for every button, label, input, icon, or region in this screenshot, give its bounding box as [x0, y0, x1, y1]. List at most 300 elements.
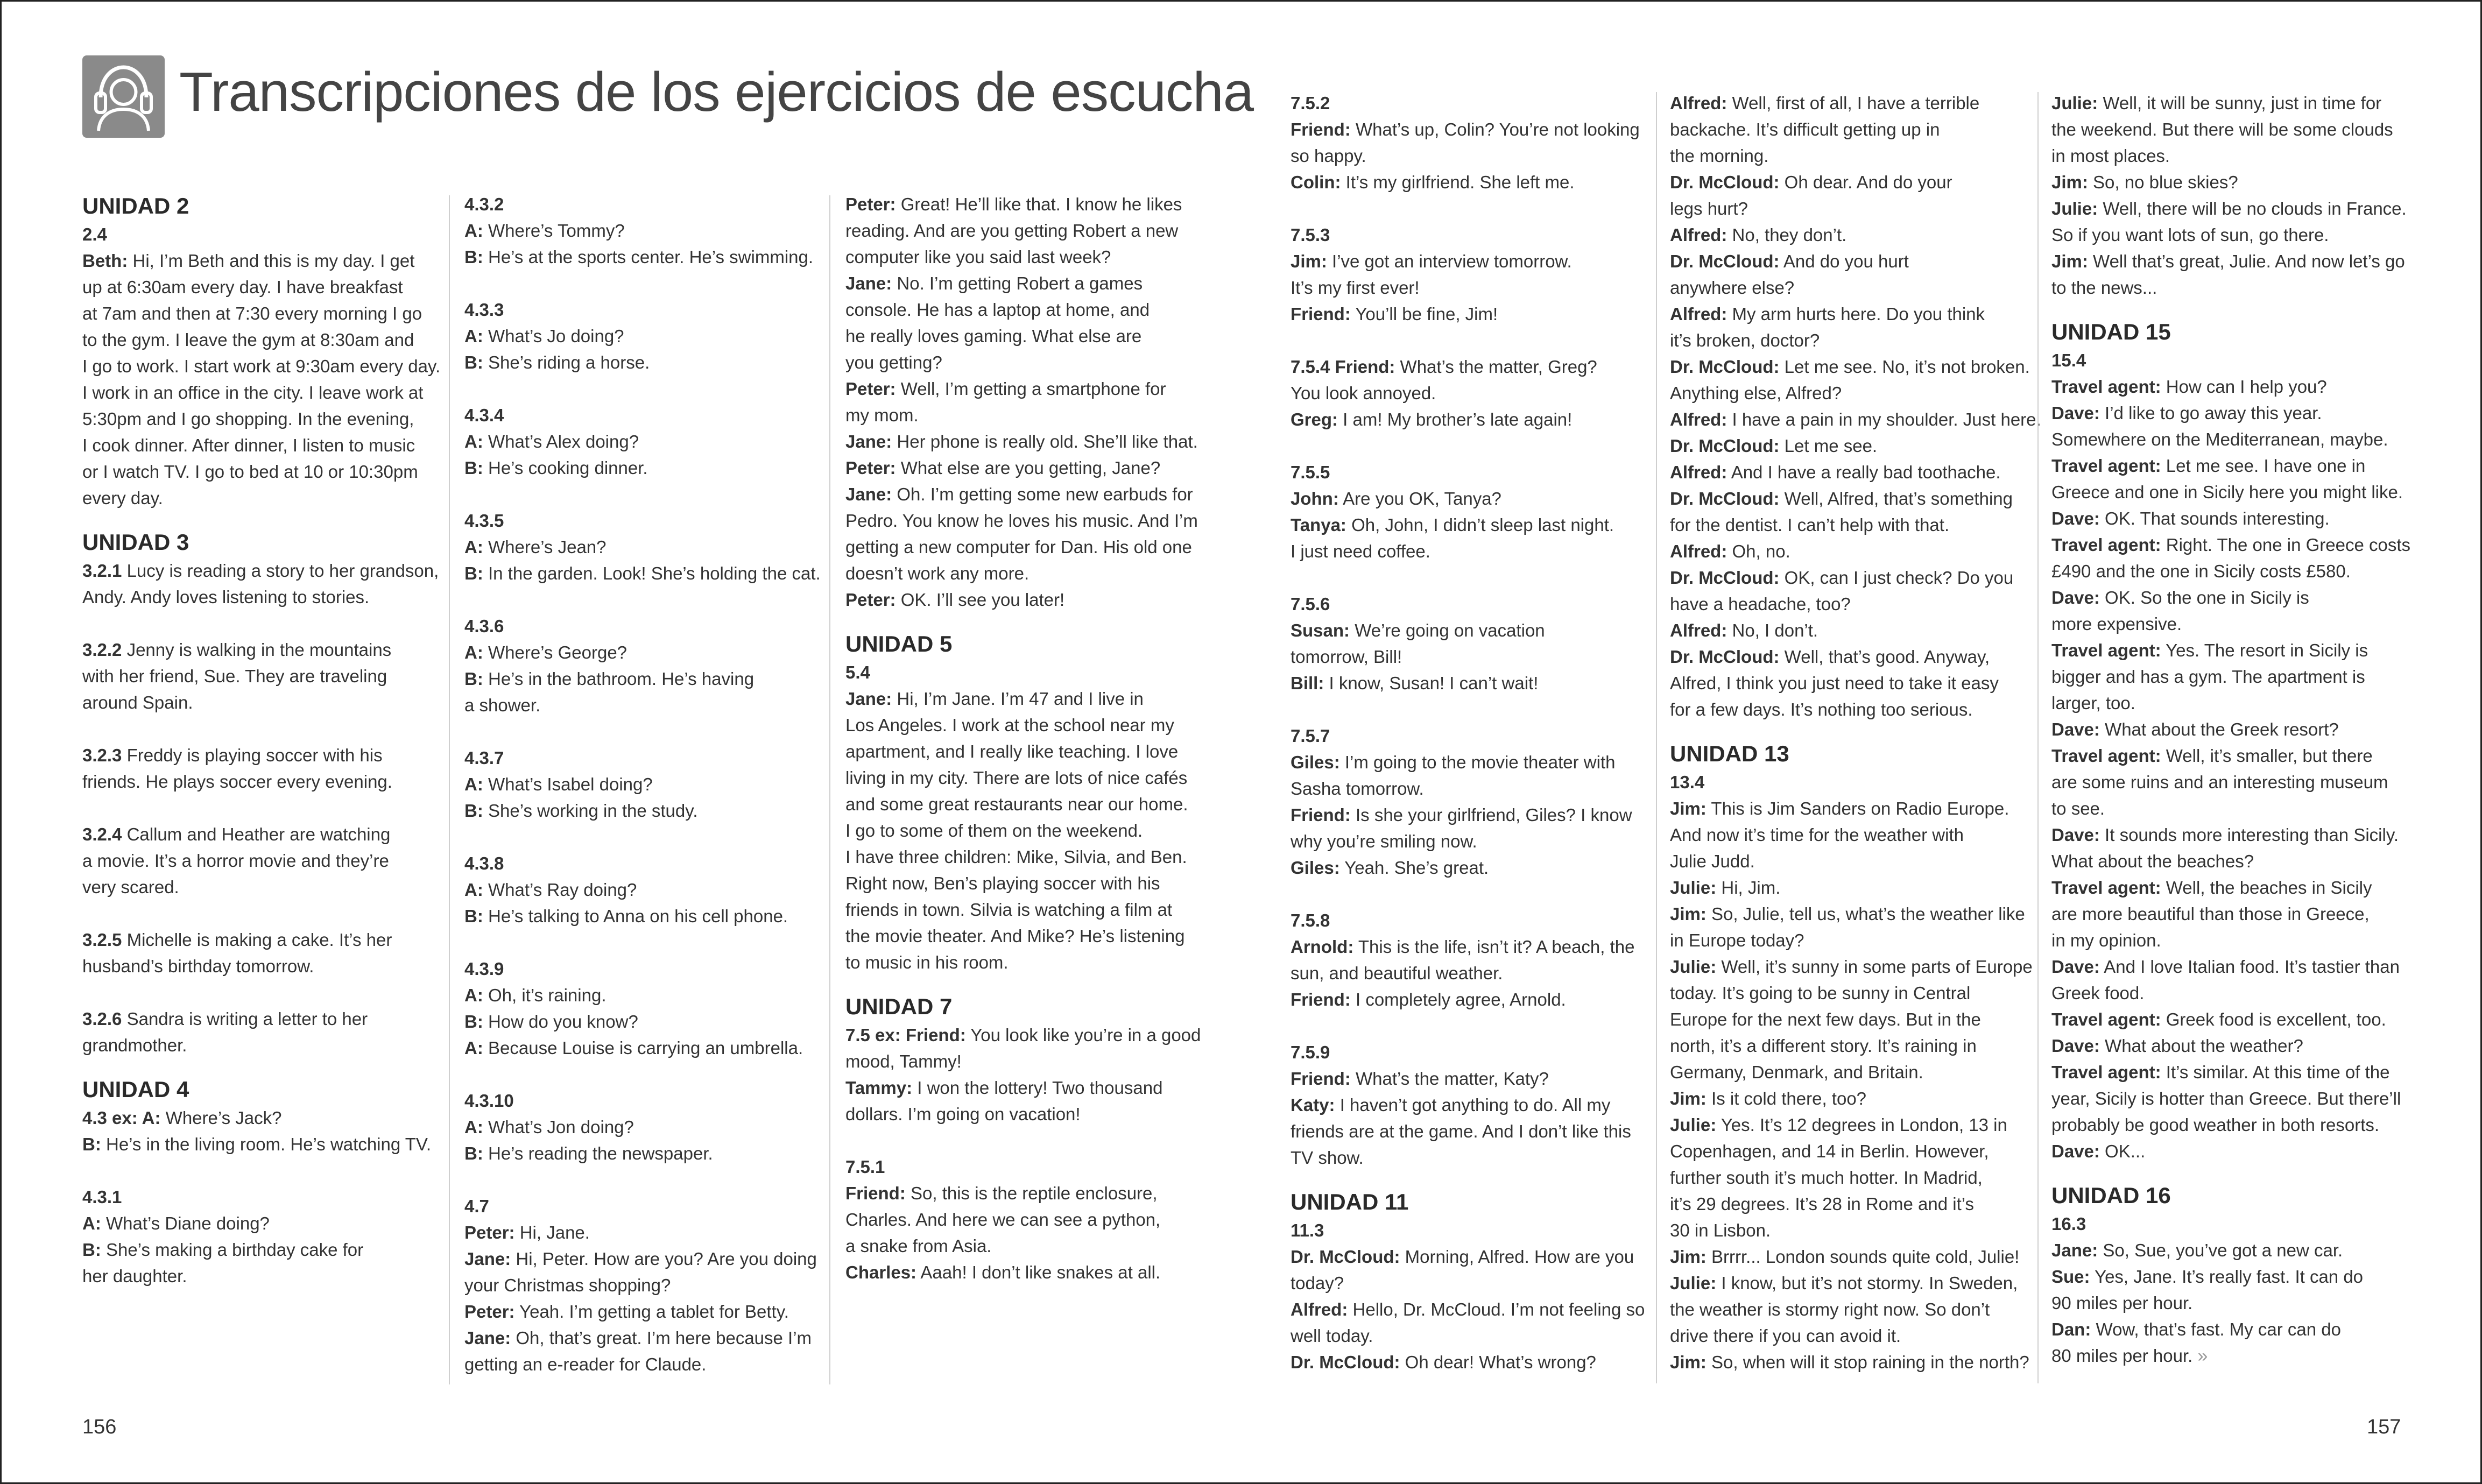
speaker-label: Jane: [845, 432, 892, 451]
exercise-block [1291, 459, 1656, 564]
speaker-label: Alfred: [1670, 409, 1727, 429]
speaker-label: Jim: [2051, 172, 2088, 192]
transcript-line [464, 771, 830, 797]
line-text: What’s Jon doing? [483, 1117, 634, 1137]
line-text: backache. It’s difficult getting up in [1670, 119, 1940, 139]
transcript-line [82, 327, 448, 353]
line-text: to the news... [2051, 278, 2157, 298]
transcript-line [1291, 116, 1656, 143]
transcript-line [1670, 1006, 2036, 1033]
transcript-line [464, 1272, 830, 1298]
line-text: dollars. I’m going on vacation! [845, 1104, 1081, 1124]
speaker-label: B: [464, 669, 483, 689]
line-text: and some great restaurants near our home. [845, 794, 1188, 814]
transcript-line [845, 428, 1211, 455]
line-text: have a headache, too? [1670, 594, 1851, 614]
line-text: So if you want lots of sun, go there. [2051, 225, 2329, 245]
transcript-line [2051, 222, 2417, 248]
transcript-line [82, 1210, 448, 1236]
transcript-line [1670, 116, 2036, 143]
line-text: Alfred, I think you just need to take it easy [1670, 673, 1999, 693]
exercise-number: 4.3.2 [464, 194, 504, 214]
line-text: What’s the matter, Greg? [1395, 357, 1597, 377]
transcript-line [82, 874, 448, 900]
speaker-label: Giles: [1291, 858, 1340, 878]
line-text: Hello, Dr. McCloud. I’m not feeling so [1348, 1299, 1645, 1319]
speaker-label: 3.2.6 [82, 1009, 122, 1029]
exercise-number: 2.4 [82, 224, 107, 244]
transcript-line [82, 379, 448, 406]
line-text: He’s reading the newspaper. [483, 1143, 713, 1163]
speaker-label: Friend: [1291, 304, 1351, 324]
line-text: TV show. [1291, 1148, 1364, 1168]
transcript-line [82, 1105, 448, 1131]
transcript-line [1670, 953, 2036, 980]
line-text: to music in his room. [845, 952, 1009, 972]
transcript-line [1670, 538, 2036, 564]
exercise-block [464, 745, 830, 824]
line-text: husband’s birthday tomorrow. [82, 956, 314, 976]
transcript-line [845, 844, 1211, 870]
exercise-number: 7.5.1 [845, 1157, 885, 1177]
transcript-line [82, 689, 448, 716]
column-divider [449, 195, 450, 1384]
line-text: anywhere else? [1670, 278, 1795, 298]
line-text: Well, first of all, I have a terrible [1727, 93, 1980, 113]
line-text: Where’s Jack? [160, 1108, 282, 1128]
transcript-line [82, 927, 448, 953]
speaker-label: Alfred: [1670, 93, 1727, 113]
line-text: Yes. It’s 12 degrees in London, 13 in [1716, 1115, 2007, 1135]
speaker-label: Arnold: [1291, 937, 1354, 957]
line-text: Well, Alfred, that’s something [1779, 489, 2013, 508]
line-text: Hi, I’m Jane. I’m 47 and I live in [892, 689, 1144, 709]
transcript-line [82, 353, 448, 379]
line-text: Sasha tomorrow. [1291, 779, 1424, 798]
line-text: Wow, that’s fast. My car can do [2091, 1319, 2341, 1339]
line-text: So, Julie, tell us, what’s the weather like [1706, 904, 2025, 924]
line-text: or I watch TV. I go to bed at 10 or 10:30pm [82, 462, 418, 482]
exercise-block [464, 1193, 830, 1377]
transcript-line [2051, 980, 2417, 1006]
transcript-line [82, 274, 448, 300]
speaker-label: Jim: [1670, 1247, 1707, 1267]
line-text: are more beautiful than those in Greece, [2051, 904, 2370, 924]
transcript-line [82, 1006, 448, 1032]
exercise-block [1291, 1039, 1656, 1171]
speaker-label: B: [464, 247, 483, 267]
transcript-line [464, 666, 830, 692]
speaker-label: B: [82, 1240, 101, 1260]
line-text: very scared. [82, 877, 179, 897]
exercise-block [2051, 90, 2417, 301]
transcript-line [1670, 327, 2036, 354]
speaker-label: 3.2.3 [82, 745, 122, 765]
exercise-block [2051, 1211, 2417, 1369]
transcript-line [1670, 1112, 2036, 1138]
exercise-number: 15.4 [2051, 350, 2086, 370]
transcript-line [464, 217, 830, 244]
exercise-block [1291, 354, 1656, 433]
line-text: And I have a really bad toothache. [1727, 462, 2001, 482]
line-text: friends. He plays soccer every evening. [82, 772, 392, 792]
transcript-column-4 [1291, 90, 1656, 1375]
exercise-block [2051, 347, 2417, 1164]
transcript-line [2051, 248, 2417, 274]
transcript-line [1291, 380, 1656, 406]
line-text: Let me see. No, it’s not broken. [1779, 357, 2030, 377]
transcript-line [1291, 934, 1656, 960]
exercise-number: 11.3 [1291, 1220, 1324, 1240]
line-text: It sounds more interesting than Sicily. [2099, 825, 2399, 845]
speaker-label: Jim: [1670, 1352, 1707, 1372]
line-text: How do you know? [483, 1012, 638, 1031]
line-text: And now it’s time for the weather with [1670, 825, 1964, 845]
exercise-block [82, 637, 448, 716]
transcript-line [464, 692, 830, 718]
speaker-label: Travel agent: [2051, 640, 2161, 660]
line-text: in most places. [2051, 146, 2170, 166]
transcript-line [1291, 1118, 1656, 1144]
speaker-label: Dr. McCloud: [1670, 436, 1780, 456]
line-text: Well, it’s smaller, but there [2161, 746, 2373, 766]
line-text: Hi, Peter. How are you? Are you doing [511, 1249, 817, 1269]
speaker-label: Beth: [82, 251, 128, 271]
line-text: So, when will it stop raining in the north? [1706, 1352, 2029, 1372]
line-text: No. I’m getting Robert a games [892, 273, 1143, 293]
speaker-label: Jane: [464, 1328, 511, 1348]
line-text: friends in town. Silvia is watching a film at [845, 900, 1173, 920]
line-text: I go to work. I start work at 9:30am every day. [82, 356, 441, 376]
transcript-line [82, 458, 448, 485]
exercise-block [1291, 222, 1656, 327]
transcript-line [845, 270, 1211, 296]
exercise-block [1291, 591, 1656, 696]
transcript-line [2051, 874, 2417, 901]
line-text: He’s in the bathroom. He’s having [483, 669, 755, 689]
transcript-line [1670, 354, 2036, 380]
transcript-line [2051, 953, 2417, 980]
transcript-line [1291, 1243, 1656, 1270]
speaker-label: Alfred: [1670, 620, 1727, 640]
unit-heading: UNIDAD 2 [82, 193, 189, 218]
line-text: What about the weather? [2099, 1036, 2303, 1056]
exercise-block [82, 1006, 448, 1058]
page-number-right: 157 [2367, 1416, 2401, 1438]
speaker-label: Dave: [2051, 957, 2100, 977]
line-text: What about the Greek resort? [2099, 719, 2339, 739]
speaker-label: Dave: [2051, 719, 2100, 739]
line-text: further south it’s much hotter. In Madrid, [1670, 1168, 1983, 1188]
transcript-line [464, 244, 830, 270]
speaker-label: Julie: [2051, 93, 2098, 113]
speaker-label: Jane: [2051, 1240, 2098, 1260]
line-text: drive there if you can avoid it. [1670, 1326, 1901, 1346]
speaker-label: A: [82, 1213, 101, 1233]
line-text: I go to some of them on the weekend. [845, 821, 1143, 840]
transcript-line [82, 953, 448, 979]
line-text: Morning, Alfred. How are you [1400, 1247, 1634, 1267]
exercise-block [82, 742, 448, 795]
speaker-label: Friend: [1291, 119, 1351, 139]
transcript-line [1670, 1296, 2036, 1323]
line-text: OK. So the one in Sicily is [2099, 588, 2309, 607]
transcript-line [2051, 1112, 2417, 1138]
exercise-number: 13.4 [1670, 772, 1705, 792]
transcript-line [1291, 775, 1656, 802]
transcript-line [82, 300, 448, 327]
exercise-block [845, 1022, 1211, 1127]
speaker-label: Dave: [2051, 508, 2100, 528]
transcript-line [464, 1298, 830, 1325]
column-divider [2037, 92, 2039, 1383]
exercise-number: 4.3.1 [82, 1187, 122, 1207]
exercise-number: 4.3.4 [464, 405, 504, 425]
speaker-label: Friend: [1291, 1069, 1351, 1089]
speaker-label: Peter: [464, 1222, 515, 1242]
transcript-line [2051, 1006, 2417, 1033]
line-text: Yes. The resort in Sicily is [2161, 640, 2368, 660]
transcript-line [845, 296, 1211, 323]
transcript-line [464, 560, 830, 586]
transcript-line [2051, 1033, 2417, 1059]
line-text: mood, Tammy! [845, 1051, 962, 1071]
line-text: OK. I’ll see you later! [896, 590, 1065, 610]
exercise-number: 7.5.6 [1291, 594, 1330, 614]
exercise-number: 4.3.7 [464, 748, 504, 768]
line-text: Well, I’m getting a smartphone for [896, 379, 1166, 399]
line-text: Hi, I’m Beth and this is my day. I get [128, 251, 415, 271]
line-text: You’ll be fine, Jim! [1350, 304, 1498, 324]
line-text: So, no blue skies? [2088, 172, 2238, 192]
exercise-block [464, 850, 830, 929]
exercise-number: 16.3 [2051, 1214, 2086, 1234]
speaker-label: Alfred: [1670, 225, 1727, 245]
line-text: in my opinion. [2051, 930, 2161, 950]
line-text: getting an e-reader for Claude. [464, 1354, 707, 1374]
line-text: it’s broken, doctor? [1670, 330, 1820, 350]
transcript-line [1670, 822, 2036, 848]
line-text: up at 6:30am every day. I have breakfast [82, 277, 403, 297]
line-text: friends are at the game. And I don’t like this [1291, 1121, 1631, 1141]
line-text: This is the life, isn’t it? A beach, the [1353, 937, 1635, 957]
line-text: What’s Jo doing? [483, 326, 624, 346]
column-divider [1656, 92, 1657, 1383]
line-text: What else are you getting, Jane? [896, 458, 1161, 478]
line-text: Michelle is making a cake. It’s her [122, 930, 392, 950]
line-text: I have three children: Mike, Silvia, and Ben. [845, 847, 1187, 867]
exercise-number: 4.3.9 [464, 959, 504, 979]
line-text: Germany, Denmark, and Britain. [1670, 1062, 1923, 1082]
speaker-label: A: [464, 1038, 483, 1058]
speaker-label: Jim: [2051, 251, 2088, 271]
transcript-line [1670, 274, 2036, 301]
unit-heading: UNIDAD 15 [2051, 319, 2171, 344]
line-text: OK, can I just check? Do you [1779, 568, 2014, 588]
transcript-line [1670, 848, 2036, 874]
transcript-line [1670, 406, 2041, 433]
exercise-block [464, 402, 830, 481]
transcript-line [1291, 670, 1656, 696]
speaker-label: 7.5 ex: Friend: [845, 1025, 966, 1045]
speaker-label: Dave: [2051, 1036, 2100, 1056]
transcript-line [2051, 195, 2417, 222]
line-text: you getting? [845, 352, 942, 372]
exercise-number: 4.3.10 [464, 1091, 514, 1111]
speaker-label: Giles: [1291, 752, 1340, 772]
transcript-line [2051, 1342, 2417, 1369]
line-text: Where’s Tommy? [483, 221, 625, 241]
unit-heading: UNIDAD 16 [2051, 1183, 2171, 1208]
transcript-line [82, 432, 448, 458]
transcript-line [2051, 479, 2417, 505]
speaker-label: B: [464, 906, 483, 926]
speaker-label: Travel agent: [2051, 456, 2161, 476]
transcript-line [1291, 1065, 1656, 1092]
headphones-user-icon [82, 55, 165, 138]
transcript-line [845, 455, 1211, 481]
transcript-line [1670, 485, 2036, 512]
transcript-line [845, 765, 1211, 791]
transcript-line [1291, 406, 1656, 433]
speaker-label: Peter: [845, 458, 896, 478]
transcript-line [1670, 1191, 2036, 1217]
exercise-block [82, 221, 448, 511]
speaker-label: Jane: [845, 273, 892, 293]
speaker-label: Dave: [2051, 403, 2100, 423]
line-text: bigger and has a gym. The apartment is [2051, 667, 2365, 687]
transcript-line [464, 349, 830, 376]
speaker-label: Dave: [2051, 588, 2100, 607]
transcript-line [845, 402, 1211, 428]
line-text: 30 in Lisbon. [1670, 1220, 1771, 1240]
transcript-line [1291, 538, 1656, 564]
transcript-line [845, 349, 1211, 376]
transcript-line [845, 244, 1211, 270]
transcript-line [2051, 1085, 2417, 1112]
exercise-block [1291, 90, 1656, 195]
exercise-number: 7.5.8 [1291, 910, 1330, 930]
transcript-line [2051, 716, 2417, 743]
exercise-number: 7.5.3 [1291, 225, 1330, 245]
transcript-line [2051, 400, 2417, 426]
line-text: Yeah. She’s great. [1339, 858, 1489, 878]
exercise-number: 5.4 [845, 662, 870, 682]
line-text: 5:30pm and I go shopping. In the evening, [82, 409, 414, 429]
line-text: This is Jim Sanders on Radio Europe. [1706, 798, 2009, 818]
speaker-label: Julie: [2051, 199, 2098, 218]
transcript-line [1291, 960, 1656, 986]
transcript-line [845, 896, 1211, 923]
speaker-label: Dr. McCloud: [1670, 489, 1780, 508]
line-text: doesn’t work any more. [845, 563, 1030, 583]
transcript-line [82, 1032, 448, 1058]
exercise-block [464, 507, 830, 586]
line-text: Yeah. I’m getting a tablet for Betty. [514, 1302, 789, 1322]
line-text: larger, too. [2051, 693, 2135, 713]
transcript-line [845, 376, 1211, 402]
transcript-line [1670, 301, 2036, 327]
transcript-line [845, 1259, 1211, 1285]
speaker-label: Sue: [2051, 1267, 2090, 1287]
transcript-line [1670, 1059, 2036, 1085]
transcript-line [82, 821, 448, 847]
line-text: Right now, Ben’s playing soccer with his [845, 873, 1160, 893]
transcript-line [1670, 980, 2036, 1006]
line-text: I work in an office in the city. I leave work at [82, 383, 424, 402]
line-text: more expensive. [2051, 614, 2182, 634]
speaker-label: B: [464, 458, 483, 478]
speaker-label: Travel agent: [2051, 1062, 2161, 1082]
transcript-line [464, 534, 830, 560]
line-text: Well, that’s good. Anyway, [1779, 647, 1990, 667]
page-title: Transcripciones de los ejercicios de escucha [179, 61, 1253, 123]
line-text: Jenny is walking in the mountains [122, 640, 392, 660]
exercise-block [845, 659, 1211, 976]
line-text: I am! My brother’s late again! [1338, 409, 1573, 429]
line-text: What’s Diane doing? [101, 1213, 270, 1233]
speaker-label: A: [464, 432, 483, 451]
speaker-label: Jim: [1670, 904, 1707, 924]
transcript-column-5 [1670, 90, 2041, 1375]
line-text: Well that’s great, Julie. And now let’s go [2088, 251, 2405, 271]
line-text: He’s talking to Anna on his cell phone. [483, 906, 788, 926]
unit-heading: UNIDAD 5 [845, 631, 953, 656]
line-text: today? [1291, 1273, 1344, 1293]
speaker-label: 3.2.1 [82, 561, 122, 581]
transcript-line [2051, 1059, 2417, 1085]
line-text: Greek food. [2051, 983, 2145, 1003]
line-text: Well, there will be no clouds in France. [2098, 199, 2407, 218]
line-text: I cook dinner. After dinner, I listen to music [82, 435, 415, 455]
line-text: What about the beaches? [2051, 851, 2254, 871]
line-text: Are you OK, Tanya? [1338, 489, 1501, 508]
line-text: You look annoyed. [1291, 383, 1436, 403]
exercise-block [845, 191, 1211, 613]
speaker-label: 7.5.4 Friend: [1291, 357, 1395, 377]
line-text: for the dentist. I can’t help with that. [1670, 515, 1950, 535]
transcript-line [2051, 901, 2417, 927]
line-text: Somewhere on the Mediterranean, maybe. [2051, 429, 2388, 449]
line-text: every day. [82, 488, 163, 508]
exercise-number: 4.3.8 [464, 853, 504, 873]
transcript-line [845, 1206, 1211, 1233]
transcript-line [2051, 1237, 2417, 1263]
line-text: the weekend. But there will be some clouds [2051, 119, 2393, 139]
line-text: Aaah! I don’t like snakes at all. [916, 1262, 1161, 1282]
line-text: Copenhagen, and 14 in Berlin. However, [1670, 1141, 1989, 1161]
transcript-line [845, 1101, 1211, 1127]
transcript-line [1670, 380, 2036, 406]
exercise-block [464, 956, 830, 1061]
speaker-label: Dan: [2051, 1319, 2091, 1339]
transcript-line [2051, 116, 2417, 143]
line-text: I’ve got an interview tomorrow. [1327, 251, 1572, 271]
speaker-label: A: [464, 1117, 483, 1137]
line-text: a movie. It’s a horror movie and they’re [82, 851, 389, 871]
transcript-line [1291, 617, 1656, 644]
exercise-number: 4.3.5 [464, 511, 504, 531]
line-text: We’re going on vacation [1350, 620, 1545, 640]
page-number-left: 156 [82, 1416, 117, 1438]
transcript-line [2051, 637, 2417, 663]
transcript-line [1670, 901, 2036, 927]
speaker-label: Peter: [464, 1302, 515, 1322]
line-text: How can I help you? [2161, 377, 2327, 397]
transcript-line [1291, 828, 1656, 854]
line-text: Oh, no. [1727, 541, 1790, 561]
exercise-number: 4.3.6 [464, 616, 504, 636]
